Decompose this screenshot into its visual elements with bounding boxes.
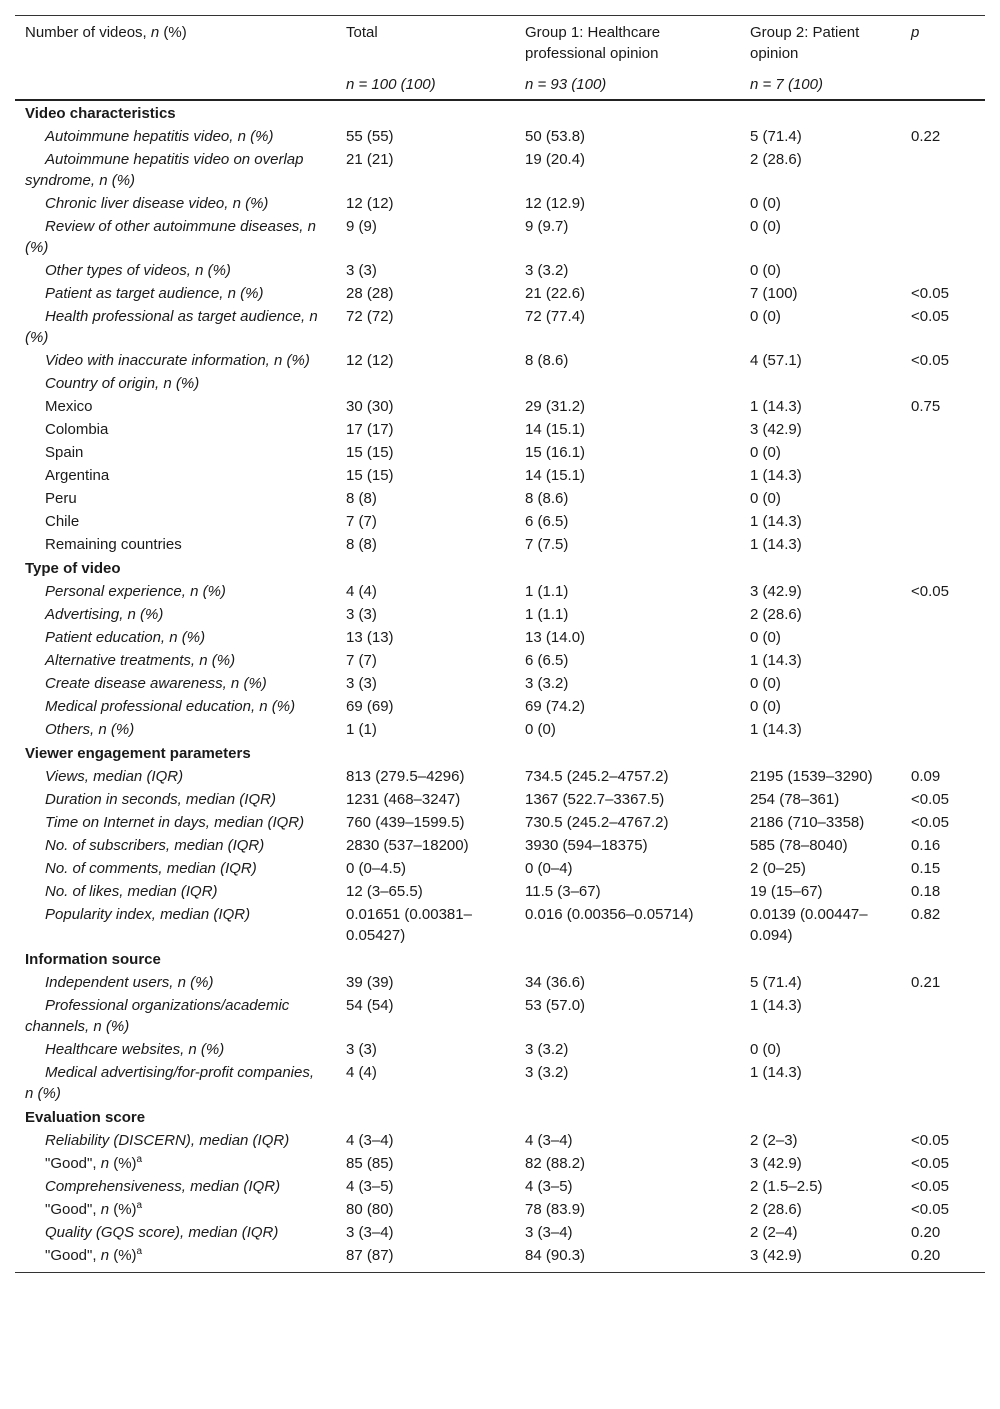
cell-total: 69 (69) [346,698,394,715]
cell-group1: 72 (77.4) [525,308,586,325]
cell-group2: 2186 (710–3358) [750,814,865,831]
cell-p-value: <0.05 [911,1178,949,1195]
cell-p-value [901,672,985,695]
cell-group2: 5 (71.4) [750,974,802,991]
row-label: Independent users, n (%) [45,974,214,991]
cell-group2: 3 (42.9) [750,1155,802,1172]
cell-group1: 4 (3–4) [525,1132,573,1149]
table-row [15,1152,985,1175]
cell-total: 13 (13) [346,629,394,646]
cell-group2: 585 (78–8040) [750,837,848,854]
cell-group1: 34 (36.6) [525,974,586,991]
cell-p-value: 0.20 [911,1224,941,1241]
cell-total: 3 (3) [346,675,377,692]
cell-p-value: 0.22 [911,128,941,145]
row-label: Others, n (%) [45,721,135,738]
cell-total: 4 (4) [346,1064,377,1081]
header-p: p [901,16,985,66]
cell-group1: 6 (6.5) [525,513,569,530]
cell-group1: 3 (3–4) [525,1224,573,1241]
table-row [15,1198,985,1221]
cell-p-value [901,649,985,672]
row-label: Remaining countries [45,536,182,553]
cell-group1: 6 (6.5) [525,652,569,669]
header-n-total: n = 100 (100) [336,65,515,100]
cell-p-value: 0.16 [911,837,941,854]
row-label: Autoimmune hepatitis video on overlap syndrome, n (%) [25,151,304,189]
cell-total [336,372,515,395]
cell-group2: 2195 (1539–3290) [750,768,873,785]
cell-p-value [901,533,985,556]
table-row [15,418,985,441]
cell-group1: 9 (9.7) [525,218,569,235]
cell-total: 9 (9) [346,218,377,235]
cell-group1: 3 (3.2) [525,1064,569,1081]
cell-group1: 1 (1.1) [525,606,569,623]
table-row [15,510,985,533]
cell-total: 0.01651 (0.00381–0.05427) [346,906,472,944]
cell-p-value [901,215,985,259]
table-row [15,765,985,788]
cell-p-value [901,259,985,282]
cell-group2: 1 (14.3) [750,1064,802,1081]
cell-p-value [901,603,985,626]
table-row [15,349,985,372]
cell-group1: 0 (0) [525,721,556,738]
cell-total: 87 (87) [336,1244,515,1273]
cell-group2: 3 (42.9) [750,583,802,600]
table-row [15,903,985,947]
cell-group1: 4 (3–5) [525,1178,573,1195]
table-row [15,672,985,695]
cell-group1: 8 (8.6) [525,352,569,369]
cell-total: 15 (15) [346,467,394,484]
cell-group2: 0 (0) [750,444,781,461]
row-label: Medical advertising/for-profit companies, n (%) [25,1064,315,1102]
cell-group2: 0 (0) [750,218,781,235]
cell-total: 3 (3) [346,1041,377,1058]
cell-group2: 2 (28.6) [750,1201,802,1218]
cell-p-value: <0.05 [911,583,949,600]
cell-group1: 13 (14.0) [525,629,586,646]
header-group2: Group 2: Patient opinion [740,16,901,66]
table-row [15,880,985,903]
cell-group2: 0 (0) [750,629,781,646]
header-blank [15,65,336,100]
row-label: "Good", n (%)$^a$ [45,1200,143,1218]
cell-group2: 3 (42.9) [750,421,802,438]
cell-total: 28 (28) [346,285,394,302]
row-label: Alternative treatments, n (%) [45,652,236,669]
header-n-group2: n = 7 (100) [740,65,901,100]
table-row [15,533,985,556]
row-label: Spain [45,444,84,461]
cell-group2: 1 (14.3) [750,513,802,530]
table-row [15,441,985,464]
table-row [15,215,985,259]
row-label: Patient as target audience, n (%) [45,285,264,302]
cell-group1: 730.5 (245.2–4767.2) [525,814,669,831]
cell-total: 1 (1) [346,721,377,738]
cell-group1: 53 (57.0) [525,997,586,1014]
cell-group2: 2 (1.5–2.5) [750,1178,823,1195]
table-row [15,1221,985,1244]
row-label: No. of comments, median (IQR) [45,860,257,877]
section-title: Information source [25,951,161,968]
row-label: Duration in seconds, median (IQR) [45,791,276,808]
cell-p-value [901,626,985,649]
results-table [15,15,985,1273]
row-label: Healthcare websites, n (%) [45,1041,225,1058]
table-row [15,372,985,395]
cell-total: 30 (30) [346,398,394,415]
cell-total: 813 (279.5–4296) [346,768,465,785]
table-row [15,626,985,649]
table-row [15,603,985,626]
cell-p-value [901,487,985,510]
cell-group1: 1 (1.1) [525,583,569,600]
cell-p-value: 0.82 [911,906,941,923]
row-label: Mexico [45,398,93,415]
row-label: Quality (GQS score), median (IQR) [45,1224,279,1241]
cell-total: 7 (7) [346,513,377,530]
row-label: Reliability (DISCERN), median (IQR) [45,1132,290,1149]
cell-total: 21 (21) [346,151,394,168]
cell-p-value: <0.05 [911,308,949,325]
table-row [15,1244,985,1273]
cell-group2: 2 (0–25) [750,860,806,877]
cell-group2: 0 (0) [750,262,781,279]
table-row [15,811,985,834]
table-row [15,695,985,718]
section-title: Video characteristics [25,105,176,122]
cell-group1: 78 (83.9) [525,1201,586,1218]
cell-group1: 0.016 (0.00356–0.05714) [525,906,694,923]
cell-group1: 7 (7.5) [525,536,569,553]
table-row [15,1129,985,1152]
cell-p-value [901,464,985,487]
cell-p-value [901,994,985,1038]
cell-total: 760 (439–1599.5) [346,814,465,831]
cell-p-value [901,1061,985,1105]
cell-total: 8 (8) [346,536,377,553]
cell-group1: 0 (0–4) [525,860,573,877]
cell-group1: 3 (3.2) [525,262,569,279]
row-label: Autoimmune hepatitis video, n (%) [45,128,274,145]
row-label: Health professional as target audience, n (%) [25,308,318,346]
cell-total: 3 (3) [346,262,377,279]
row-label: Create disease awareness, n (%) [45,675,267,692]
cell-p-value: <0.05 [911,1155,949,1172]
table-row [15,305,985,349]
cell-group2: 0 (0) [750,675,781,692]
cell-total: 3 (3) [346,606,377,623]
cell-total: 4 (3–5) [346,1178,394,1195]
table-row [15,464,985,487]
cell-total: 12 (3–65.5) [346,883,423,900]
table-header [15,16,985,101]
cell-group1: 15 (16.1) [525,444,586,461]
cell-p-value [901,1038,985,1061]
table-body [15,100,985,1273]
cell-group1: 69 (74.2) [525,698,586,715]
cell-group1: 8 (8.6) [525,490,569,507]
cell-group2: 2 (28.6) [750,606,802,623]
row-label: Other types of videos, n (%) [45,262,231,279]
cell-total: 85 (85) [346,1155,394,1172]
cell-group2: 2 (2–4) [750,1224,798,1241]
cell-total: 17 (17) [346,421,394,438]
header-group1: Group 1: Healthcare professional opinion [515,16,740,66]
cell-group2: 0 (0) [750,490,781,507]
row-label: Time on Internet in days, median (IQR) [45,814,305,831]
table-row [15,971,985,994]
cell-group2: 5 (71.4) [750,128,802,145]
cell-group2: 1 (14.3) [750,467,802,484]
row-label: Chronic liver disease video, n (%) [45,195,269,212]
cell-p-value: 0.15 [911,860,941,877]
table-row [15,125,985,148]
row-label: Professional organizations/academic channels, n (%) [25,997,290,1035]
cell-group2: 7 (100) [750,285,798,302]
cell-group2: 0 (0) [750,195,781,212]
cell-group2: 4 (57.1) [750,352,802,369]
cell-p-value [901,372,985,395]
cell-total: 12 (12) [346,195,394,212]
table-row [15,148,985,192]
section-header-row [15,741,985,765]
cell-group2: 0.0139 (0.00447–0.094) [750,906,868,944]
cell-p-value [901,695,985,718]
cell-group2: 1 (14.3) [750,536,802,553]
row-label: Chile [45,513,80,530]
row-label: Popularity index, median (IQR) [45,906,251,923]
row-label: Video with inaccurate information, n (%) [45,352,310,369]
row-label: Patient education, n (%) [45,629,206,646]
cell-total: 39 (39) [346,974,394,991]
section-title: Evaluation score [25,1109,146,1126]
cell-p-value: <0.05 [911,791,949,808]
cell-group1: 29 (31.2) [525,398,586,415]
cell-p-value: <0.05 [911,814,949,831]
row-label: Argentina [45,467,110,484]
cell-p-value: <0.05 [911,1201,949,1218]
cell-p-value [901,192,985,215]
cell-group2: 2 (2–3) [750,1132,798,1149]
cell-total: 54 (54) [346,997,394,1014]
row-label: No. of likes, median (IQR) [45,883,218,900]
cell-total: 2830 (537–18200) [346,837,469,854]
table-row [15,259,985,282]
cell-group1: 3 (3.2) [525,1041,569,1058]
cell-p-value: 0.21 [911,974,941,991]
cell-group1: 3930 (594–18375) [525,837,648,854]
cell-group2: 254 (78–361) [750,791,840,808]
row-label: Review of other autoimmune diseases, n (%) [25,218,316,256]
header-n-group1: n = 93 (100) [515,65,740,100]
table-row [15,487,985,510]
cell-total: 4 (4) [346,583,377,600]
row-label: Country of origin, n (%) [45,375,200,392]
table-row [15,580,985,603]
cell-total: 55 (55) [346,128,394,145]
table-row [15,649,985,672]
cell-p-value: <0.05 [911,352,949,369]
cell-group2: 1 (14.3) [750,997,802,1014]
cell-group1: 50 (53.8) [525,128,586,145]
table-row [15,282,985,305]
table-row [15,834,985,857]
cell-total: 12 (12) [346,352,394,369]
cell-group2: 0 (0) [750,1041,781,1058]
row-label: Advertising, n (%) [45,606,164,623]
cell-group2 [740,372,901,395]
table-row [15,788,985,811]
row-label: Personal experience, n (%) [45,583,226,600]
cell-p-value [901,148,985,192]
cell-p-value [901,510,985,533]
cell-group1: 21 (22.6) [525,285,586,302]
table-row [15,1061,985,1105]
row-label: "Good", n (%)$^a$ [45,1154,143,1172]
header-n-blank [901,65,985,100]
section-header-row [15,947,985,971]
cell-group1: 84 (90.3) [515,1244,740,1273]
section-header-row [15,100,985,125]
row-label: No. of subscribers, median (IQR) [45,837,265,854]
cell-group2: 2 (28.6) [750,151,802,168]
section-title: Type of video [25,560,121,577]
table-row [15,857,985,880]
cell-group2: 19 (15–67) [750,883,823,900]
cell-p-value [901,441,985,464]
table-row [15,994,985,1038]
cell-group1: 12 (12.9) [525,195,586,212]
cell-group2: 1 (14.3) [750,721,802,738]
row-label: Comprehensiveness, median (IQR) [45,1178,281,1195]
cell-total: 3 (3–4) [346,1224,394,1241]
table-row [15,192,985,215]
cell-group2: 1 (14.3) [750,398,802,415]
cell-total: 0 (0–4.5) [346,860,407,877]
cell-p-value: 0.20 [901,1244,985,1273]
cell-total: 4 (3–4) [346,1132,394,1149]
row-label: Medical professional education, n (%) [45,698,296,715]
cell-total: 15 (15) [346,444,394,461]
cell-p-value: 0.09 [911,768,941,785]
cell-group1: 11.5 (3–67) [525,883,601,900]
cell-group1: 734.5 (245.2–4757.2) [525,768,669,785]
cell-p-value: <0.05 [911,285,949,302]
cell-p-value [901,418,985,441]
cell-group1 [515,372,740,395]
cell-group1: 14 (15.1) [525,467,586,484]
table-row [15,1175,985,1198]
table-row [15,395,985,418]
section-title: Viewer engagement parameters [25,745,251,762]
header-total: Total [336,16,515,66]
table-row [15,1038,985,1061]
row-label: Colombia [45,421,109,438]
cell-group1: 82 (88.2) [525,1155,586,1172]
cell-group2: 0 (0) [750,698,781,715]
cell-total: 72 (72) [346,308,394,325]
section-header-row [15,556,985,580]
row-label: "Good", n (%)$^a$ [15,1244,336,1273]
cell-group1: 14 (15.1) [525,421,586,438]
cell-p-value: 0.18 [911,883,941,900]
cell-p-value: <0.05 [911,1132,949,1149]
table-row [15,718,985,741]
cell-group2: 3 (42.9) [740,1244,901,1273]
cell-p-value: 0.75 [911,398,941,415]
header-number-of-videos: Number of videos, n (%) [15,16,336,66]
cell-total: 80 (80) [346,1201,394,1218]
row-label: Views, median (IQR) [45,768,184,785]
row-label: Peru [45,490,77,507]
section-header-row [15,1105,985,1129]
cell-group2: 1 (14.3) [750,652,802,669]
cell-p-value [901,718,985,741]
cell-total: 1231 (468–3247) [346,791,461,808]
cell-group1: 3 (3.2) [525,675,569,692]
cell-group1: 1367 (522.7–3367.5) [525,791,665,808]
cell-group2: 0 (0) [750,308,781,325]
cell-total: 8 (8) [346,490,377,507]
cell-group1: 19 (20.4) [525,151,586,168]
cell-total: 7 (7) [346,652,377,669]
